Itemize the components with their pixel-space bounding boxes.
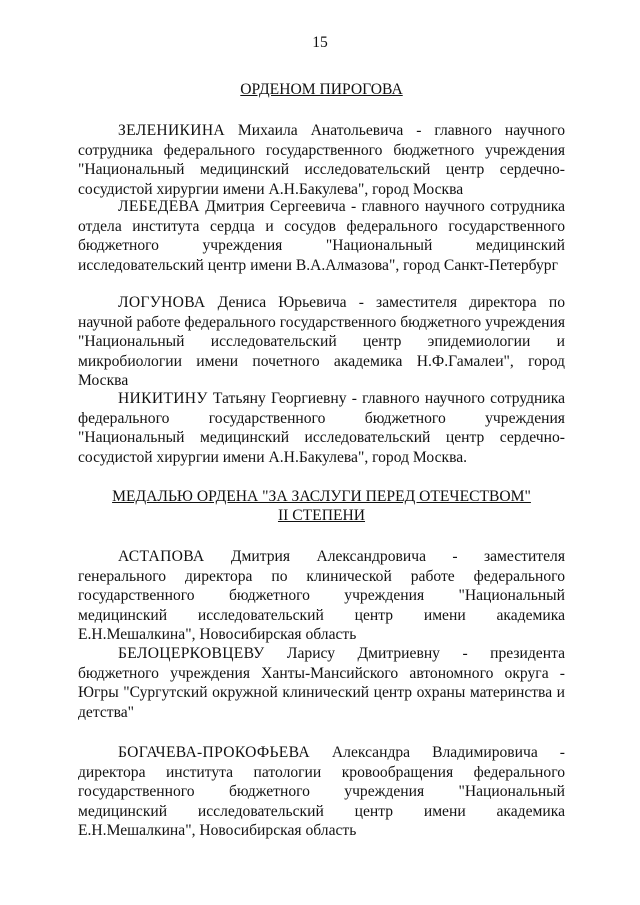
awardee-surname: БОГАЧЕВА-ПРОКОФЬЕВА <box>118 744 310 761</box>
awardee-details: Дениса Юрьевича - заместителя директора по научной работе федерального государственного бюджетного учреждения "Национальный исследовательский центр эпидемиологии и микробиологии имени почетного академика Н.Ф.Гамалеи", город Москва <box>78 294 565 390</box>
awardee-details: Дмитрия Александровича - заместителя генерального директора по клинической работе федерального государственного бюджетного учреждения "Национальный медицинский исследовательский центр имени академика Е.Н.Мешалкина", Новосибирская область <box>78 548 565 644</box>
award-entry <box>78 293 565 391</box>
awardee-surname: НИКИТИНУ <box>118 390 208 407</box>
awardee-details: Ларису Дмитриевну - президента бюджетного учреждения Ханты-Мансийского автономного округа - Югры "Сургутский окружной клинический центр охраны материнства и детства" <box>78 645 565 721</box>
awardee-surname: ЛЕБЕДЕВА <box>118 198 200 215</box>
award-entry <box>78 121 565 199</box>
award-entry <box>78 644 565 722</box>
awardee-surname: ЛОГУНОВА <box>118 294 206 311</box>
section-heading-medal-line2: II СТЕПЕНИ <box>277 507 366 524</box>
award-entry <box>78 547 565 645</box>
award-entry <box>78 743 565 841</box>
awardee-details: Александра Владимировича - директора института патологии кровообращения федерального государственного бюджетного учреждения "Национальный медицинский исследовательский центр имени академика Е.Н.Мешалкина", Новосибирская область <box>78 744 565 840</box>
awardee-details: Татьяну Георгиевну - главного научного сотрудника федерального государственного бюджетного учреждения "Национальный медицинский исследовательский центр сердечно-сосудистой хирургии имени А.Н.Бакулева", город Москва. <box>78 390 565 466</box>
awardee-details: Дмитрия Сергеевича - главного научного сотрудника отдела института сердца и сосудов федерального государственного бюджетного учреждения "Национальный медицинский исследовательский центр имени В.А.Алмазова", город Санкт-Петербург <box>78 198 565 274</box>
page-number: 15 <box>312 34 328 51</box>
award-entry <box>78 389 565 467</box>
awardee-surname: АСТАПОВА <box>118 548 205 565</box>
awardee-surname: БЕЛОЦЕРКОВЦЕВУ <box>118 645 265 662</box>
award-entry <box>78 197 565 275</box>
section-heading-medal-line1: МЕДАЛЬЮ ОРДЕНА "ЗА ЗАСЛУГИ ПЕРЕД ОТЕЧЕСТВОМ" <box>112 488 531 505</box>
section-heading-pirogov-order: ОРДЕНОМ ПИРОГОВА <box>240 81 403 98</box>
awardee-surname: ЗЕЛЕНИКИНА <box>118 122 225 139</box>
awardee-details: Михаила Анатольевича - главного научного сотрудника федерального государственного бюджетного учреждения "Национальный медицинский исследовательский центр сердечно-сосудистой хирургии имени А.Н.Бакулева", город Москва <box>78 122 565 198</box>
